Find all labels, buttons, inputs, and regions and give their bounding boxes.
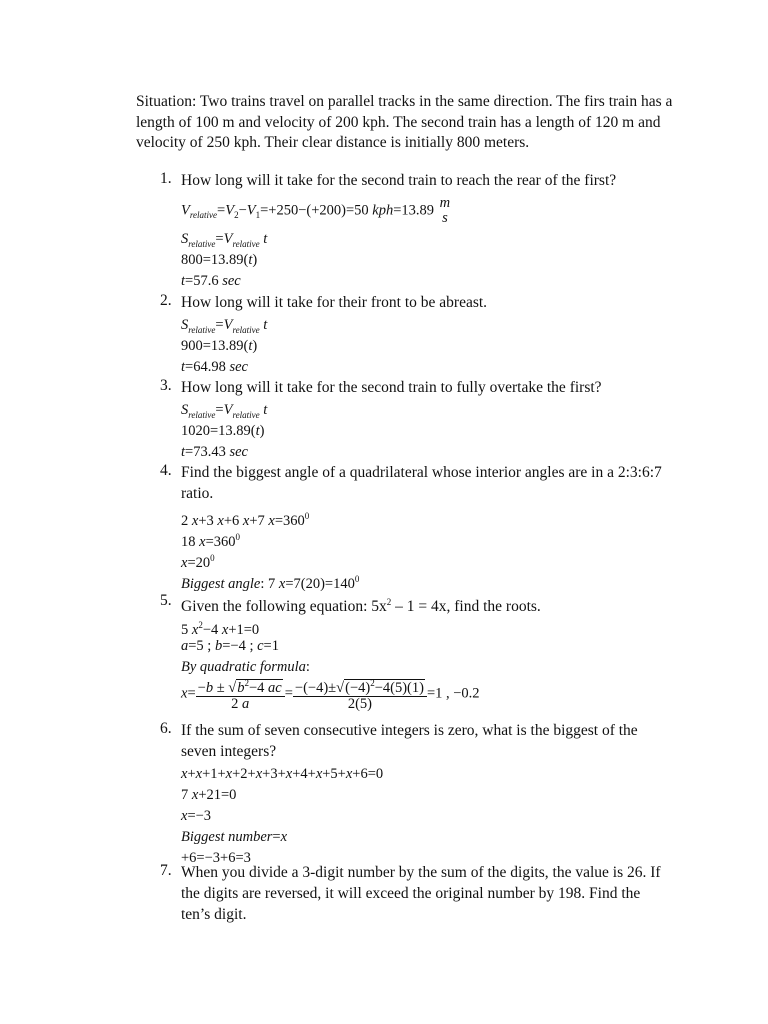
problem-question: How long will it take for their front to be abreast. bbox=[181, 294, 488, 311]
quadratic-formula: x= $\frac{-b \pm √b^2-4 ac}{2 a}$ = $\frac{-(-4)\pm√(-4)^2-4(5)(1)}{2(5)}$ =1 , −0.2 bbox=[181, 678, 480, 712]
problem-question-continued: ten’s digit. bbox=[181, 906, 247, 923]
equation-line: $S_{relative}=V_{relative}$ t bbox=[181, 402, 268, 420]
problem-number: 2. bbox=[160, 292, 172, 309]
problem-question: If the sum of seven consecutive integers is zero, what is the biggest of the bbox=[181, 722, 638, 739]
equation-line: $S_{relative}=V_{relative}$ t bbox=[181, 317, 268, 335]
problem-number: 3. bbox=[160, 377, 172, 394]
equation-line: 900=13.89(t) bbox=[181, 338, 258, 354]
equation-line: $x=20^0$ bbox=[181, 553, 215, 571]
equation-line: 5 $x^2-4$ x+1=0 bbox=[181, 620, 260, 638]
equation-line: 800=13.89(t) bbox=[181, 252, 258, 268]
situation-paragraph: Situation: Two trains travel on parallel tracks in the same direction. The firs train has a length of 100 m and velocity of 200 kph. The second train has a length of 120 m and velocity of 250 kph. Their clear distance is initially 800 meters. bbox=[136, 93, 673, 151]
problem-question-continued: seven integers? bbox=[181, 743, 277, 760]
equation-line: 7 x+21=0 bbox=[181, 787, 237, 803]
problem-number: 7. bbox=[160, 862, 172, 879]
equation-line: t=73.43 sec bbox=[181, 444, 248, 460]
equation-line: x=−3 bbox=[181, 808, 212, 824]
problem-number: 4. bbox=[160, 462, 172, 479]
problem-question-continued: the digits are reversed, it will exceed the original number by 198. Find the bbox=[181, 885, 641, 902]
problem-question-continued: ratio. bbox=[181, 485, 214, 502]
equation-line: 2 x+3 x+6 x+7 $x=360^0$ bbox=[181, 511, 310, 529]
equation-line: By quadratic formula: bbox=[181, 659, 310, 675]
equation-line: t=57.6 sec bbox=[181, 273, 241, 289]
equation-line: +6=−3+6=3 bbox=[181, 850, 251, 866]
equation-line: 1020=13.89(t) bbox=[181, 423, 265, 439]
equation-line: t=64.98 sec bbox=[181, 359, 248, 375]
equation-line: x+x+1+x+2+x+3+x+4+x+5+x+6=0 bbox=[181, 766, 384, 782]
equation-relative-velocity: $V_{relative}=V_2-V_1=+250-(+200)=50$ kph=13.89 m s bbox=[181, 195, 451, 226]
problem-question: When you divide a 3-digit number by the sum of the digits, the value is 26. If bbox=[181, 864, 661, 881]
equation-line: a=5 ; b=−4 ; c=1 bbox=[181, 638, 279, 654]
equation-line: Biggest number=x bbox=[181, 829, 288, 845]
problem-number: 6. bbox=[160, 720, 172, 737]
problem-question: How long will it take for the second train to fully overtake the first? bbox=[181, 379, 602, 396]
equation-line: $S_{relative}=V_{relative}$ t bbox=[181, 231, 268, 249]
equation-line: Biggest angle: 7 $x=7(20)=140^0$ bbox=[181, 574, 360, 592]
problem-question: How long will it take for the second train to reach the rear of the first? bbox=[181, 172, 617, 189]
problem-number: 1. bbox=[160, 170, 172, 187]
equation-line: 18 $x=360^0$ bbox=[181, 532, 240, 550]
problem-number: 5. bbox=[160, 592, 172, 609]
problem-question: Find the biggest angle of a quadrilateral whose interior angles are in a 2:3:6:7 bbox=[181, 464, 662, 481]
problem-question: Given the following equation: $5x^2 - 1 = 4x$, find the roots. bbox=[181, 597, 541, 616]
